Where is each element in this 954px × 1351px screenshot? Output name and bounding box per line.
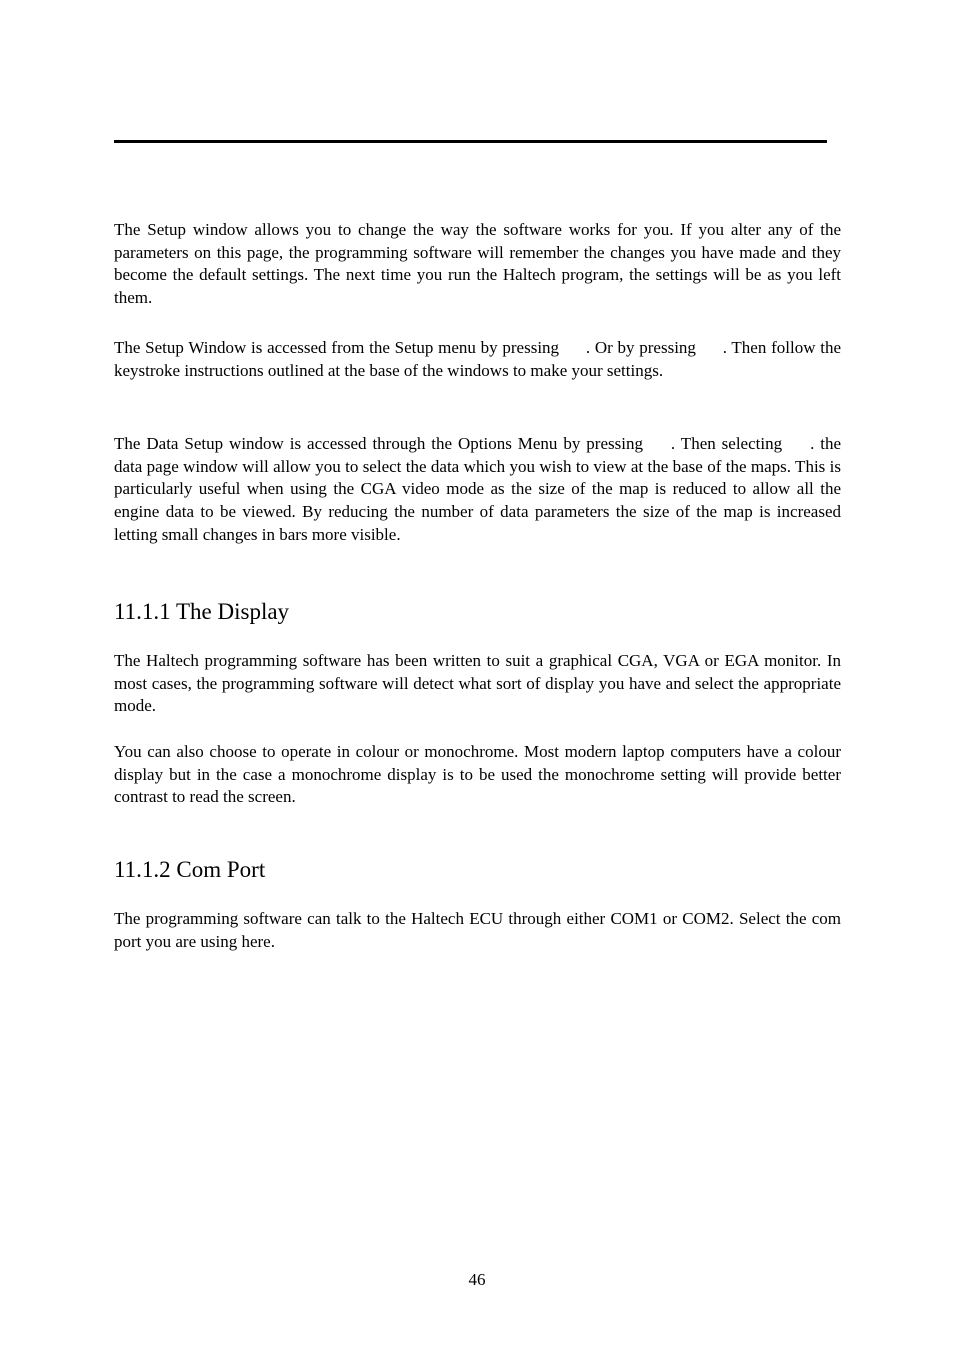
- data-setup-paragraph: [114, 433, 841, 547]
- display-paragraph-1: The Haltech programming software has been written to suit a graphical CGA, VGA or EGA monitor. In most cases, the programming software will detect what sort of display you have and select the appropriate mode.: [114, 651, 841, 716]
- data-setup-text-2: . Then selecting: [670, 434, 783, 453]
- section-heading-com-port: 11.1.2 Com Port: [114, 857, 266, 882]
- display-paragraph-2: You can also choose to operate in colour or monochrome. Most modern laptop computers have a colour display but in the case a monochrome display is to be used the monochrome setting will provide better contrast to read the screen.: [114, 742, 841, 807]
- setup-intro-paragraph: The Setup window allows you to change the way the software works for you. If you alter any of the parameters on this page, the programming software will remember the changes you have made and they become the default settings. The next time you run the Haltech program, the settings will be as you left them.: [114, 220, 841, 308]
- data-setup-text-3: . the data page window will allow you to select the data which you wish to view at the base of the maps. This is particularly useful when using the CGA video mode as the size of the map is reduced to allow all the engine data to be viewed. By reducing the number of data parameters the size of the map is increased letting small changes in bars more visible.: [114, 434, 842, 544]
- data-setup-text-1: The Data Setup window is accessed through the Options Menu by pressing: [114, 434, 643, 453]
- top-rule: [114, 140, 827, 143]
- setup-access-paragraph: [114, 337, 841, 382]
- setup-access-text-1: The Setup Window is accessed from the Setup menu by pressing: [114, 338, 560, 357]
- com-port-paragraph: The programming software can talk to the Haltech ECU through either COM1 or COM2. Select the com port you are using here.: [114, 909, 841, 951]
- setup-access-text-2: . Or by pressing: [585, 338, 696, 357]
- setup-access-text-3: . Then follow the keystroke instructions outlined at the base of the windows to make your settings.: [114, 338, 841, 380]
- page-number: 46: [468, 1270, 486, 1289]
- section-heading-display: 11.1.1 The Display: [114, 599, 290, 624]
